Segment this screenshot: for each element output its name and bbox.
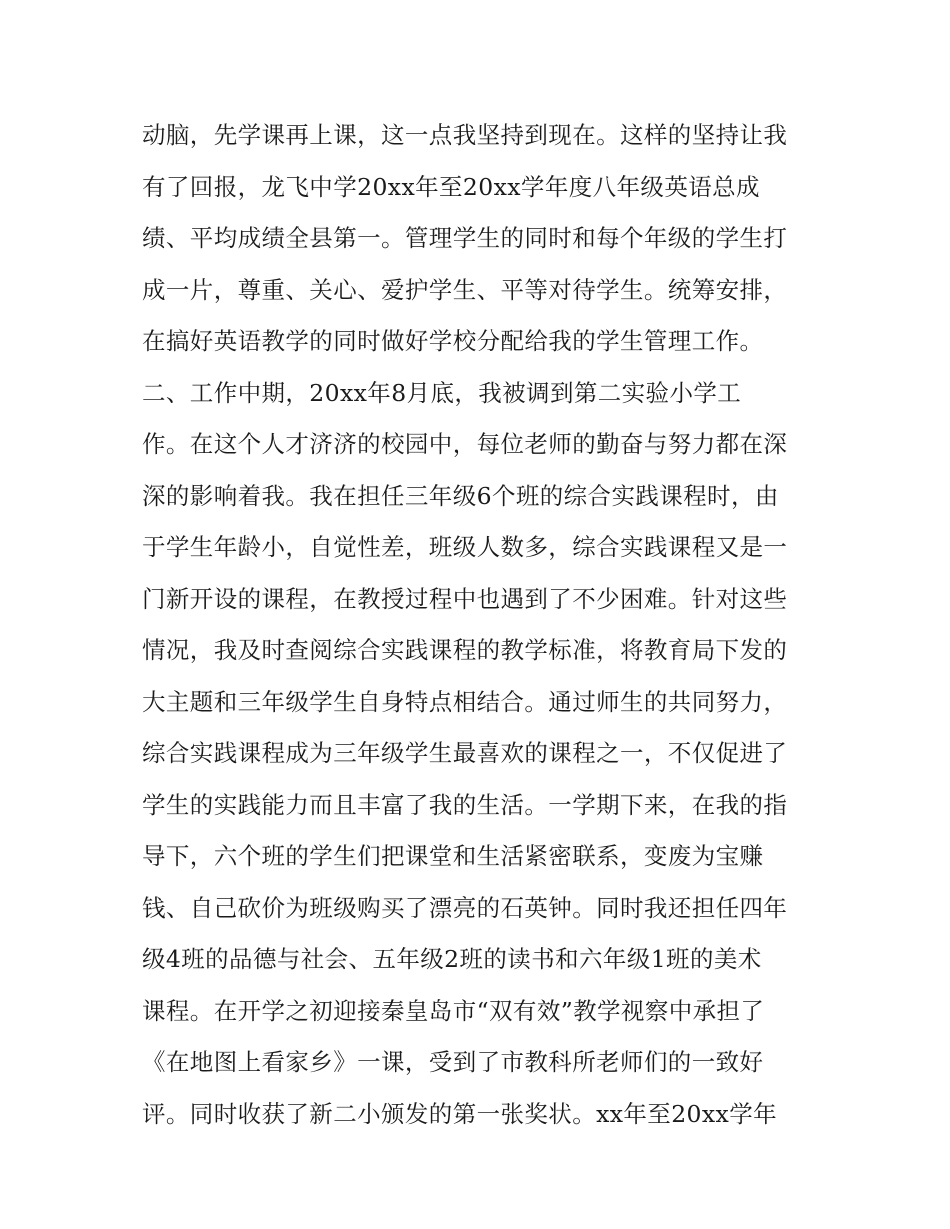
text-line: 大主题和三年级学生自身特点相结合。通过师生的共同努力，: [142, 687, 788, 716]
text-line: 有了回报，龙飞中学20xx年至20xx学年度八年级英语总成: [142, 172, 760, 201]
text-line: 《在地图上看家乡》一课，受到了市教科所老师们的一致好: [142, 1048, 764, 1076]
text-line: 导下，六个班的学生们把课堂和生活紧密联系，变废为宝赚: [142, 842, 764, 870]
text-line: 于学生年龄小，自觉性差，班级人数多，综合实践课程又是一: [142, 533, 788, 561]
text-line: 钱、自己砍价为班级购买了漂亮的石英钟。同时我还担任四年: [142, 893, 788, 922]
document-body: [142, 110, 822, 1140]
text-line: 在搞好英语教学的同时做好学校分配给我的学生管理工作。: [142, 327, 764, 355]
text-line: 课程。在开学之初迎接秦皇岛市“双有效”教学视察中承担了: [142, 996, 765, 1025]
text-line: 级4班的品德与社会、五年级2班的读书和六年级1班的美术: [142, 945, 762, 973]
text-line: 门新开设的课程，在教授过程中也遇到了不少困难。针对这些: [142, 584, 788, 613]
text-line: 绩、平均成绩全县第一。管理学生的同时和每个年级的学生打: [142, 224, 788, 252]
text-line: 综合实践课程成为三年级学生最喜欢的课程之一，不仅促进了: [142, 739, 788, 767]
text-line: 动脑，先学课再上课，这一点我坚持到现在。这样的坚持让我: [142, 121, 788, 149]
text-line: 学生的实践能力而且丰富了我的生活。一学期下来，在我的指: [142, 790, 788, 819]
text-line: 深的影响着我。我在担任三年级6个班的综合实践课程时，由: [142, 481, 779, 510]
text-line: 二、工作中期，20xx年8月底，我被调到第二实验小学工: [142, 378, 742, 407]
text-line: 评。同时收获了新二小颁发的第一张奖状。xx年至20xx学年: [142, 1099, 778, 1128]
text-line: 作。在这个人才济济的校园中，每位老师的勤奋与努力都在深: [142, 430, 788, 458]
text-line: 成一片，尊重、关心、爱护学生、平等对待学生。统筹安排，: [142, 275, 788, 304]
text-line: 情况，我及时查阅综合实践课程的教学标准，将教育局下发的: [142, 636, 788, 664]
